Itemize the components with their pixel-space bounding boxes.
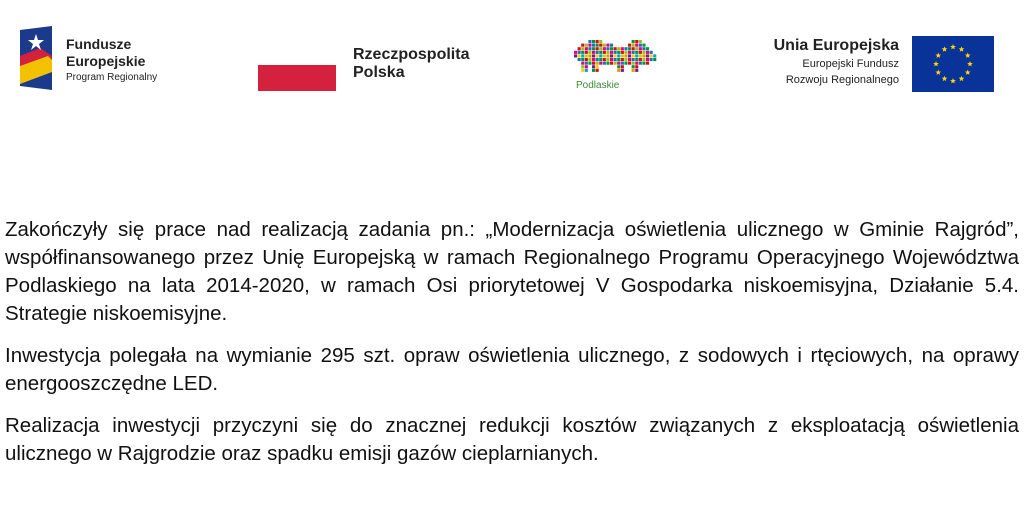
bison-pixel (617, 62, 620, 65)
bison-pixel (646, 58, 649, 61)
bison-pixel (603, 47, 606, 50)
bison-pixel (585, 62, 588, 65)
article-paragraph-3: Realizacja inwestycji przyczyni się do znacznej redukcji kosztów związanych z eksploatacją oświetlenia ulicznego w Rajgrodzie oraz spadku emisji gazów cieplarnianych. (5, 414, 1019, 465)
bison-pixel (632, 40, 635, 43)
bison-pixel (588, 44, 591, 47)
bison-pixel (603, 54, 606, 57)
bison-pixel (599, 40, 602, 43)
bison-pixel (617, 65, 620, 68)
bison-pixel (581, 51, 584, 54)
bison-pixel (592, 65, 595, 68)
fe-title-line2: Europejskie (66, 53, 146, 69)
fe-title-line1: Fundusze (66, 36, 132, 52)
bison-pixel (599, 44, 602, 47)
bison-pixel (606, 58, 609, 61)
bison-pixel (632, 44, 635, 47)
bison-pixel (578, 54, 581, 57)
bison-pixel (606, 62, 609, 65)
bison-pixel (606, 47, 609, 50)
bison-pixel (646, 51, 649, 54)
bison-pixel (592, 62, 595, 65)
eu-flag-icon (912, 36, 994, 92)
bison-pixel (621, 51, 624, 54)
bison-pixel (624, 58, 627, 61)
bison-pixel (603, 58, 606, 61)
bison-pixel (632, 54, 635, 57)
bison-pixel (610, 44, 613, 47)
bison-pixel (617, 54, 620, 57)
bison-pixel (588, 58, 591, 61)
bison-pixel (585, 44, 588, 47)
bison-pixel (632, 62, 635, 65)
bison-pixel (614, 51, 617, 54)
bison-pixel (614, 54, 617, 57)
bison-pixel (592, 58, 595, 61)
bison-pixel (585, 51, 588, 54)
bison-pixel (642, 51, 645, 54)
bison-pixel (578, 51, 581, 54)
bison-pixel (610, 62, 613, 65)
bison-pixel (632, 69, 635, 72)
bison-pixel (632, 65, 635, 68)
bison-pixel (588, 54, 591, 57)
podlaskie-label: Podlaskie (576, 80, 620, 91)
bison-pixel (592, 51, 595, 54)
bison-pixel (581, 58, 584, 61)
bison-pixel (603, 62, 606, 65)
bison-pixel (635, 51, 638, 54)
bison-pixel (592, 47, 595, 50)
bison-pixel (581, 47, 584, 50)
bison-pixel (635, 54, 638, 57)
bison-pixel (596, 47, 599, 50)
bison-pixel (599, 47, 602, 50)
bison-pixel (642, 58, 645, 61)
bison-pixel (599, 58, 602, 61)
ue-subtitle-line2: Rozwoju Regionalnego (785, 74, 899, 86)
bison-pixel (614, 47, 617, 50)
polish-flag-icon (258, 44, 336, 92)
bison-pixel (635, 47, 638, 50)
bison-pixel (585, 69, 588, 72)
bison-pixel (635, 62, 638, 65)
bison-pixel (624, 54, 627, 57)
bison-pixel (646, 62, 649, 65)
bison-pixel (639, 62, 642, 65)
bison-pixel (592, 40, 595, 43)
fundusze-europejskie-emblem-icon (18, 26, 54, 90)
bison-pixel (606, 51, 609, 54)
bison-pixel (635, 58, 638, 61)
bison-pixel (585, 58, 588, 61)
bison-pixel (596, 51, 599, 54)
bison-pixel (610, 54, 613, 57)
bison-pixel (599, 62, 602, 65)
bison-pixel (635, 65, 638, 68)
bison-pixel (614, 58, 617, 61)
bison-pixel (581, 44, 584, 47)
bison-pixel (614, 62, 617, 65)
bison-pixel (599, 54, 602, 57)
bison-pixel (610, 47, 613, 50)
bison-pixel (628, 58, 631, 61)
bison-pixel (621, 47, 624, 50)
bison-pixel (639, 47, 642, 50)
bison-pixel (635, 44, 638, 47)
article-paragraph-2: Inwestycja polegała na wymianie 295 szt. opraw oświetlenia ulicznego, z sodowych i rtęciowych, na oprawy energooszczędne LED. (5, 344, 1019, 395)
ue-title: Unia Europejska (773, 37, 899, 54)
bison-pixel (650, 58, 653, 61)
bison-pixel (624, 51, 627, 54)
bison-pixel (581, 62, 584, 65)
bison-pixel (606, 44, 609, 47)
bison-pixel (596, 54, 599, 57)
bison-pixel (610, 58, 613, 61)
bison-pixel (639, 58, 642, 61)
bison-pixel (581, 54, 584, 57)
bison-pixel (617, 69, 620, 72)
bison-pixel (610, 51, 613, 54)
bison-pixel (596, 69, 599, 72)
bison-pixel (624, 47, 627, 50)
bison-pixel (596, 40, 599, 43)
bison-pixel (639, 44, 642, 47)
bison-pixel (617, 47, 620, 50)
bison-pixel (628, 47, 631, 50)
podlaskie-bison-icon (572, 34, 662, 82)
bison-pixel (621, 62, 624, 65)
article-paragraph-1: Zakończyły się prace nad realizacją zadania pn.: „Modernizacja oświetlenia ulicznego w Gminie Rajgród”, współfinansowanego przez Unię Europejską w ramach Regionalnego Programu Operacyjnego Województwa Podlaskiego na lata 2014-2020, w ramach Osi priorytetowej V Gospodarka niskoemisyjna, Działanie 5.4. Strategie niskoemisyjne. (5, 218, 1019, 325)
bison-pixel (578, 47, 581, 50)
bison-pixel (596, 44, 599, 47)
bison-pixel (632, 58, 635, 61)
bison-pixel (592, 54, 595, 57)
bison-pixel (588, 47, 591, 50)
bison-pixel (646, 47, 649, 50)
bison-pixel (599, 51, 602, 54)
bison-pixel (581, 69, 584, 72)
bison-pixel (653, 58, 656, 61)
rp-line2: Polska (353, 64, 405, 81)
bison-pixel (642, 54, 645, 57)
bison-pixel (596, 62, 599, 65)
bison-pixel (628, 51, 631, 54)
bison-pixel (621, 69, 624, 72)
bison-pixel (588, 51, 591, 54)
bison-pixel (606, 54, 609, 57)
bison-pixel (621, 58, 624, 61)
bison-pixel (588, 40, 591, 43)
bison-pixel (642, 62, 645, 65)
bison-pixel (596, 65, 599, 68)
podlaskie-logo (572, 34, 662, 94)
bison-pixel (621, 65, 624, 68)
bison-pixel (603, 51, 606, 54)
rp-line1: Rzeczpospolita (353, 46, 470, 63)
bison-pixel (592, 44, 595, 47)
bison-pixel (581, 65, 584, 68)
bison-pixel (592, 69, 595, 72)
bison-pixel (588, 62, 591, 65)
bison-pixel (585, 47, 588, 50)
bison-pixel (639, 54, 642, 57)
bison-pixel (628, 62, 631, 65)
unia-europejska-logo (745, 30, 1005, 100)
bison-pixel (585, 54, 588, 57)
bison-pixel (650, 54, 653, 57)
bison-pixel (585, 65, 588, 68)
bison-pixel (574, 54, 577, 57)
bison-pixel (635, 69, 638, 72)
bison-pixel (639, 40, 642, 43)
fe-subtitle: Program Regionalny (66, 72, 158, 83)
bison-pixel (621, 54, 624, 57)
bison-pixel (617, 51, 620, 54)
bison-pixel (642, 47, 645, 50)
rzeczpospolita-polska-logo (258, 44, 498, 94)
fundusze-europejskie-logo (18, 26, 188, 96)
article-body (5, 216, 1019, 482)
bison-pixel (650, 51, 653, 54)
bison-pixel (639, 51, 642, 54)
bison-pixel (578, 58, 581, 61)
bison-pixel (653, 54, 656, 57)
bison-pixel (617, 58, 620, 61)
bison-pixel (632, 51, 635, 54)
bison-pixel (646, 54, 649, 57)
bison-pixel (624, 62, 627, 65)
bison-pixel (603, 44, 606, 47)
bison-pixel (628, 44, 631, 47)
logo-bar (0, 0, 1024, 110)
bison-pixel (596, 58, 599, 61)
ue-subtitle-line1: Europejski Fundusz (802, 58, 899, 70)
bison-pixel (632, 47, 635, 50)
bison-pixel (574, 51, 577, 54)
bison-pixel (635, 40, 638, 43)
bison-pixel (628, 54, 631, 57)
bison-pixel (642, 44, 645, 47)
